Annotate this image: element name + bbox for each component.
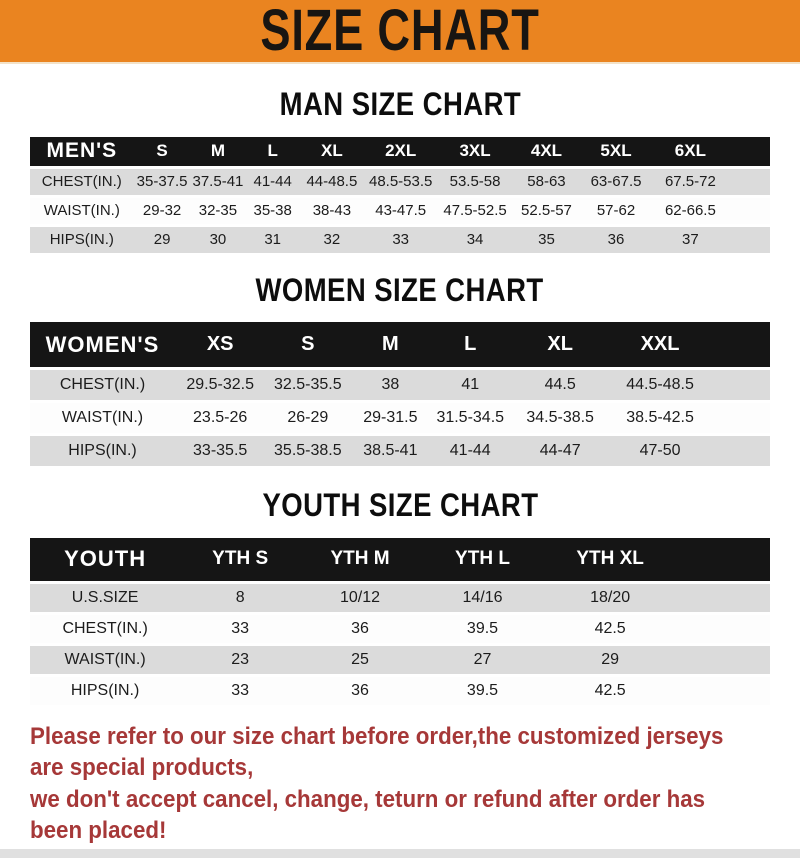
cell-value: 32-35 bbox=[191, 198, 246, 224]
table-corner-label: MEN'S bbox=[30, 137, 134, 166]
cell-value: 26-29 bbox=[265, 403, 350, 433]
cell-value: 34.5-38.5 bbox=[510, 403, 610, 433]
column-header: L bbox=[245, 137, 300, 166]
cell-value: 33 bbox=[180, 677, 300, 705]
column-header: M bbox=[191, 137, 246, 166]
cell-value: 42.5 bbox=[545, 615, 675, 643]
column-header: M bbox=[350, 322, 430, 367]
women-size-table bbox=[30, 319, 770, 469]
header-row bbox=[30, 538, 770, 581]
column-header: YTH XL bbox=[545, 538, 675, 581]
column-header: XL bbox=[300, 137, 364, 166]
table-corner-label: YOUTH bbox=[30, 538, 180, 581]
cell-value: 58-63 bbox=[512, 169, 580, 195]
cell-value: 35-37.5 bbox=[134, 169, 191, 195]
filler-cell bbox=[675, 538, 770, 581]
column-header: 4XL bbox=[512, 137, 580, 166]
cell-value: 38-43 bbox=[300, 198, 364, 224]
cell-value: 44.5-48.5 bbox=[610, 370, 710, 400]
cell-value: 25 bbox=[300, 646, 420, 674]
youth-chart-heading bbox=[0, 489, 800, 523]
filler-cell bbox=[729, 227, 770, 253]
disclaimer-line-1 bbox=[30, 722, 786, 783]
cell-value: 41-44 bbox=[430, 436, 510, 466]
filler-cell bbox=[675, 584, 770, 612]
filler-cell bbox=[675, 677, 770, 705]
youth-chart-heading-text: YOUTH SIZE CHART bbox=[262, 487, 538, 524]
banner bbox=[0, 0, 800, 64]
filler-cell bbox=[675, 615, 770, 643]
column-header: S bbox=[265, 322, 350, 367]
cell-value: 29-32 bbox=[134, 198, 191, 224]
cell-value: 38.5-42.5 bbox=[610, 403, 710, 433]
women-size-section bbox=[0, 256, 800, 470]
cell-value: 48.5-53.5 bbox=[364, 169, 438, 195]
cell-value: 35 bbox=[512, 227, 580, 253]
cell-value: 63-67.5 bbox=[581, 169, 652, 195]
column-header: 2XL bbox=[364, 137, 438, 166]
row-label: HIPS(IN.) bbox=[30, 436, 175, 466]
youth-size-table bbox=[30, 535, 770, 708]
cell-value: 47-50 bbox=[610, 436, 710, 466]
cell-value: 57-62 bbox=[581, 198, 652, 224]
page-title-text: SIZE CHART bbox=[260, 0, 540, 63]
cell-value: 43-47.5 bbox=[364, 198, 438, 224]
cell-value: 23 bbox=[180, 646, 300, 674]
cell-value: 29 bbox=[545, 646, 675, 674]
cell-value: 37 bbox=[652, 227, 730, 253]
row-label: WAIST(IN.) bbox=[30, 198, 134, 224]
table-row bbox=[30, 615, 770, 643]
column-header: YTH S bbox=[180, 538, 300, 581]
women-chart-heading bbox=[0, 271, 800, 308]
table-row bbox=[30, 169, 770, 195]
column-header: YTH M bbox=[300, 538, 420, 581]
cell-value: 52.5-57 bbox=[512, 198, 580, 224]
column-header: XXL bbox=[610, 322, 710, 367]
cell-value: 31 bbox=[245, 227, 300, 253]
filler-cell bbox=[729, 169, 770, 195]
cell-value: 39.5 bbox=[420, 615, 545, 643]
cell-value: 33 bbox=[364, 227, 438, 253]
column-header: XL bbox=[510, 322, 610, 367]
cell-value: 32 bbox=[300, 227, 364, 253]
table-row bbox=[30, 436, 770, 466]
cell-value: 37.5-41 bbox=[191, 169, 246, 195]
column-header: XS bbox=[175, 322, 265, 367]
cell-value: 38 bbox=[350, 370, 430, 400]
cell-value: 38.5-41 bbox=[350, 436, 430, 466]
column-header: L bbox=[430, 322, 510, 367]
men-chart-heading-text: MAN SIZE CHART bbox=[279, 86, 521, 122]
cell-value: 31.5-34.5 bbox=[430, 403, 510, 433]
table-row bbox=[30, 677, 770, 705]
row-label: U.S.SIZE bbox=[30, 584, 180, 612]
column-header: S bbox=[134, 137, 191, 166]
cell-value: 44-48.5 bbox=[300, 169, 364, 195]
cell-value: 35-38 bbox=[245, 198, 300, 224]
cell-value: 29-31.5 bbox=[350, 403, 430, 433]
filler-cell bbox=[710, 322, 770, 367]
column-header: YTH L bbox=[420, 538, 545, 581]
column-header: 5XL bbox=[581, 137, 652, 166]
filler-cell bbox=[729, 137, 770, 166]
cell-value: 53.5-58 bbox=[438, 169, 513, 195]
row-label: CHEST(IN.) bbox=[30, 169, 134, 195]
header-row bbox=[30, 322, 770, 367]
bottom-strip bbox=[0, 849, 800, 858]
cell-value: 27 bbox=[420, 646, 545, 674]
cell-value: 32.5-35.5 bbox=[265, 370, 350, 400]
table-row bbox=[30, 403, 770, 433]
table-corner-label: WOMEN'S bbox=[30, 322, 175, 367]
filler-cell bbox=[710, 436, 770, 466]
row-label: CHEST(IN.) bbox=[30, 615, 180, 643]
cell-value: 35.5-38.5 bbox=[265, 436, 350, 466]
cell-value: 36 bbox=[300, 615, 420, 643]
cell-value: 29.5-32.5 bbox=[175, 370, 265, 400]
table-row bbox=[30, 227, 770, 253]
cell-value: 33 bbox=[180, 615, 300, 643]
table-row bbox=[30, 198, 770, 224]
header-row bbox=[30, 137, 770, 166]
disclaimer-note bbox=[0, 720, 800, 849]
row-label: HIPS(IN.) bbox=[30, 677, 180, 705]
cell-value: 67.5-72 bbox=[652, 169, 730, 195]
cell-value: 30 bbox=[191, 227, 246, 253]
cell-value: 14/16 bbox=[420, 584, 545, 612]
table-row bbox=[30, 584, 770, 612]
cell-value: 44-47 bbox=[510, 436, 610, 466]
cell-value: 62-66.5 bbox=[652, 198, 730, 224]
cell-value: 18/20 bbox=[545, 584, 675, 612]
cell-value: 33-35.5 bbox=[175, 436, 265, 466]
youth-size-section bbox=[0, 469, 800, 708]
filler-cell bbox=[675, 646, 770, 674]
cell-value: 41-44 bbox=[245, 169, 300, 195]
row-label: WAIST(IN.) bbox=[30, 646, 180, 674]
filler-cell bbox=[710, 370, 770, 400]
cell-value: 36 bbox=[581, 227, 652, 253]
column-header: 3XL bbox=[438, 137, 513, 166]
women-chart-heading-text: WOMEN SIZE CHART bbox=[255, 271, 545, 308]
cell-value: 34 bbox=[438, 227, 513, 253]
men-size-section bbox=[0, 64, 800, 256]
disclaimer-line-2-text: we don't accept cancel, change, teturn or refund after order has been placed! bbox=[30, 786, 706, 844]
page-title bbox=[221, 0, 579, 63]
disclaimer-line-2 bbox=[30, 785, 786, 846]
disclaimer-line-1-text: Please refer to our size chart before order,the customized jerseys are special products, bbox=[30, 722, 724, 781]
cell-value: 10/12 bbox=[300, 584, 420, 612]
table-row bbox=[30, 646, 770, 674]
cell-value: 44.5 bbox=[510, 370, 610, 400]
cell-value: 36 bbox=[300, 677, 420, 705]
men-chart-heading bbox=[0, 88, 800, 122]
filler-cell bbox=[729, 198, 770, 224]
column-header: 6XL bbox=[652, 137, 730, 166]
cell-value: 8 bbox=[180, 584, 300, 612]
men-size-table bbox=[30, 134, 770, 256]
filler-cell bbox=[710, 403, 770, 433]
cell-value: 23.5-26 bbox=[175, 403, 265, 433]
row-label: CHEST(IN.) bbox=[30, 370, 175, 400]
cell-value: 29 bbox=[134, 227, 191, 253]
row-label: HIPS(IN.) bbox=[30, 227, 134, 253]
cell-value: 41 bbox=[430, 370, 510, 400]
cell-value: 42.5 bbox=[545, 677, 675, 705]
row-label: WAIST(IN.) bbox=[30, 403, 175, 433]
table-row bbox=[30, 370, 770, 400]
cell-value: 47.5-52.5 bbox=[438, 198, 513, 224]
cell-value: 39.5 bbox=[420, 677, 545, 705]
